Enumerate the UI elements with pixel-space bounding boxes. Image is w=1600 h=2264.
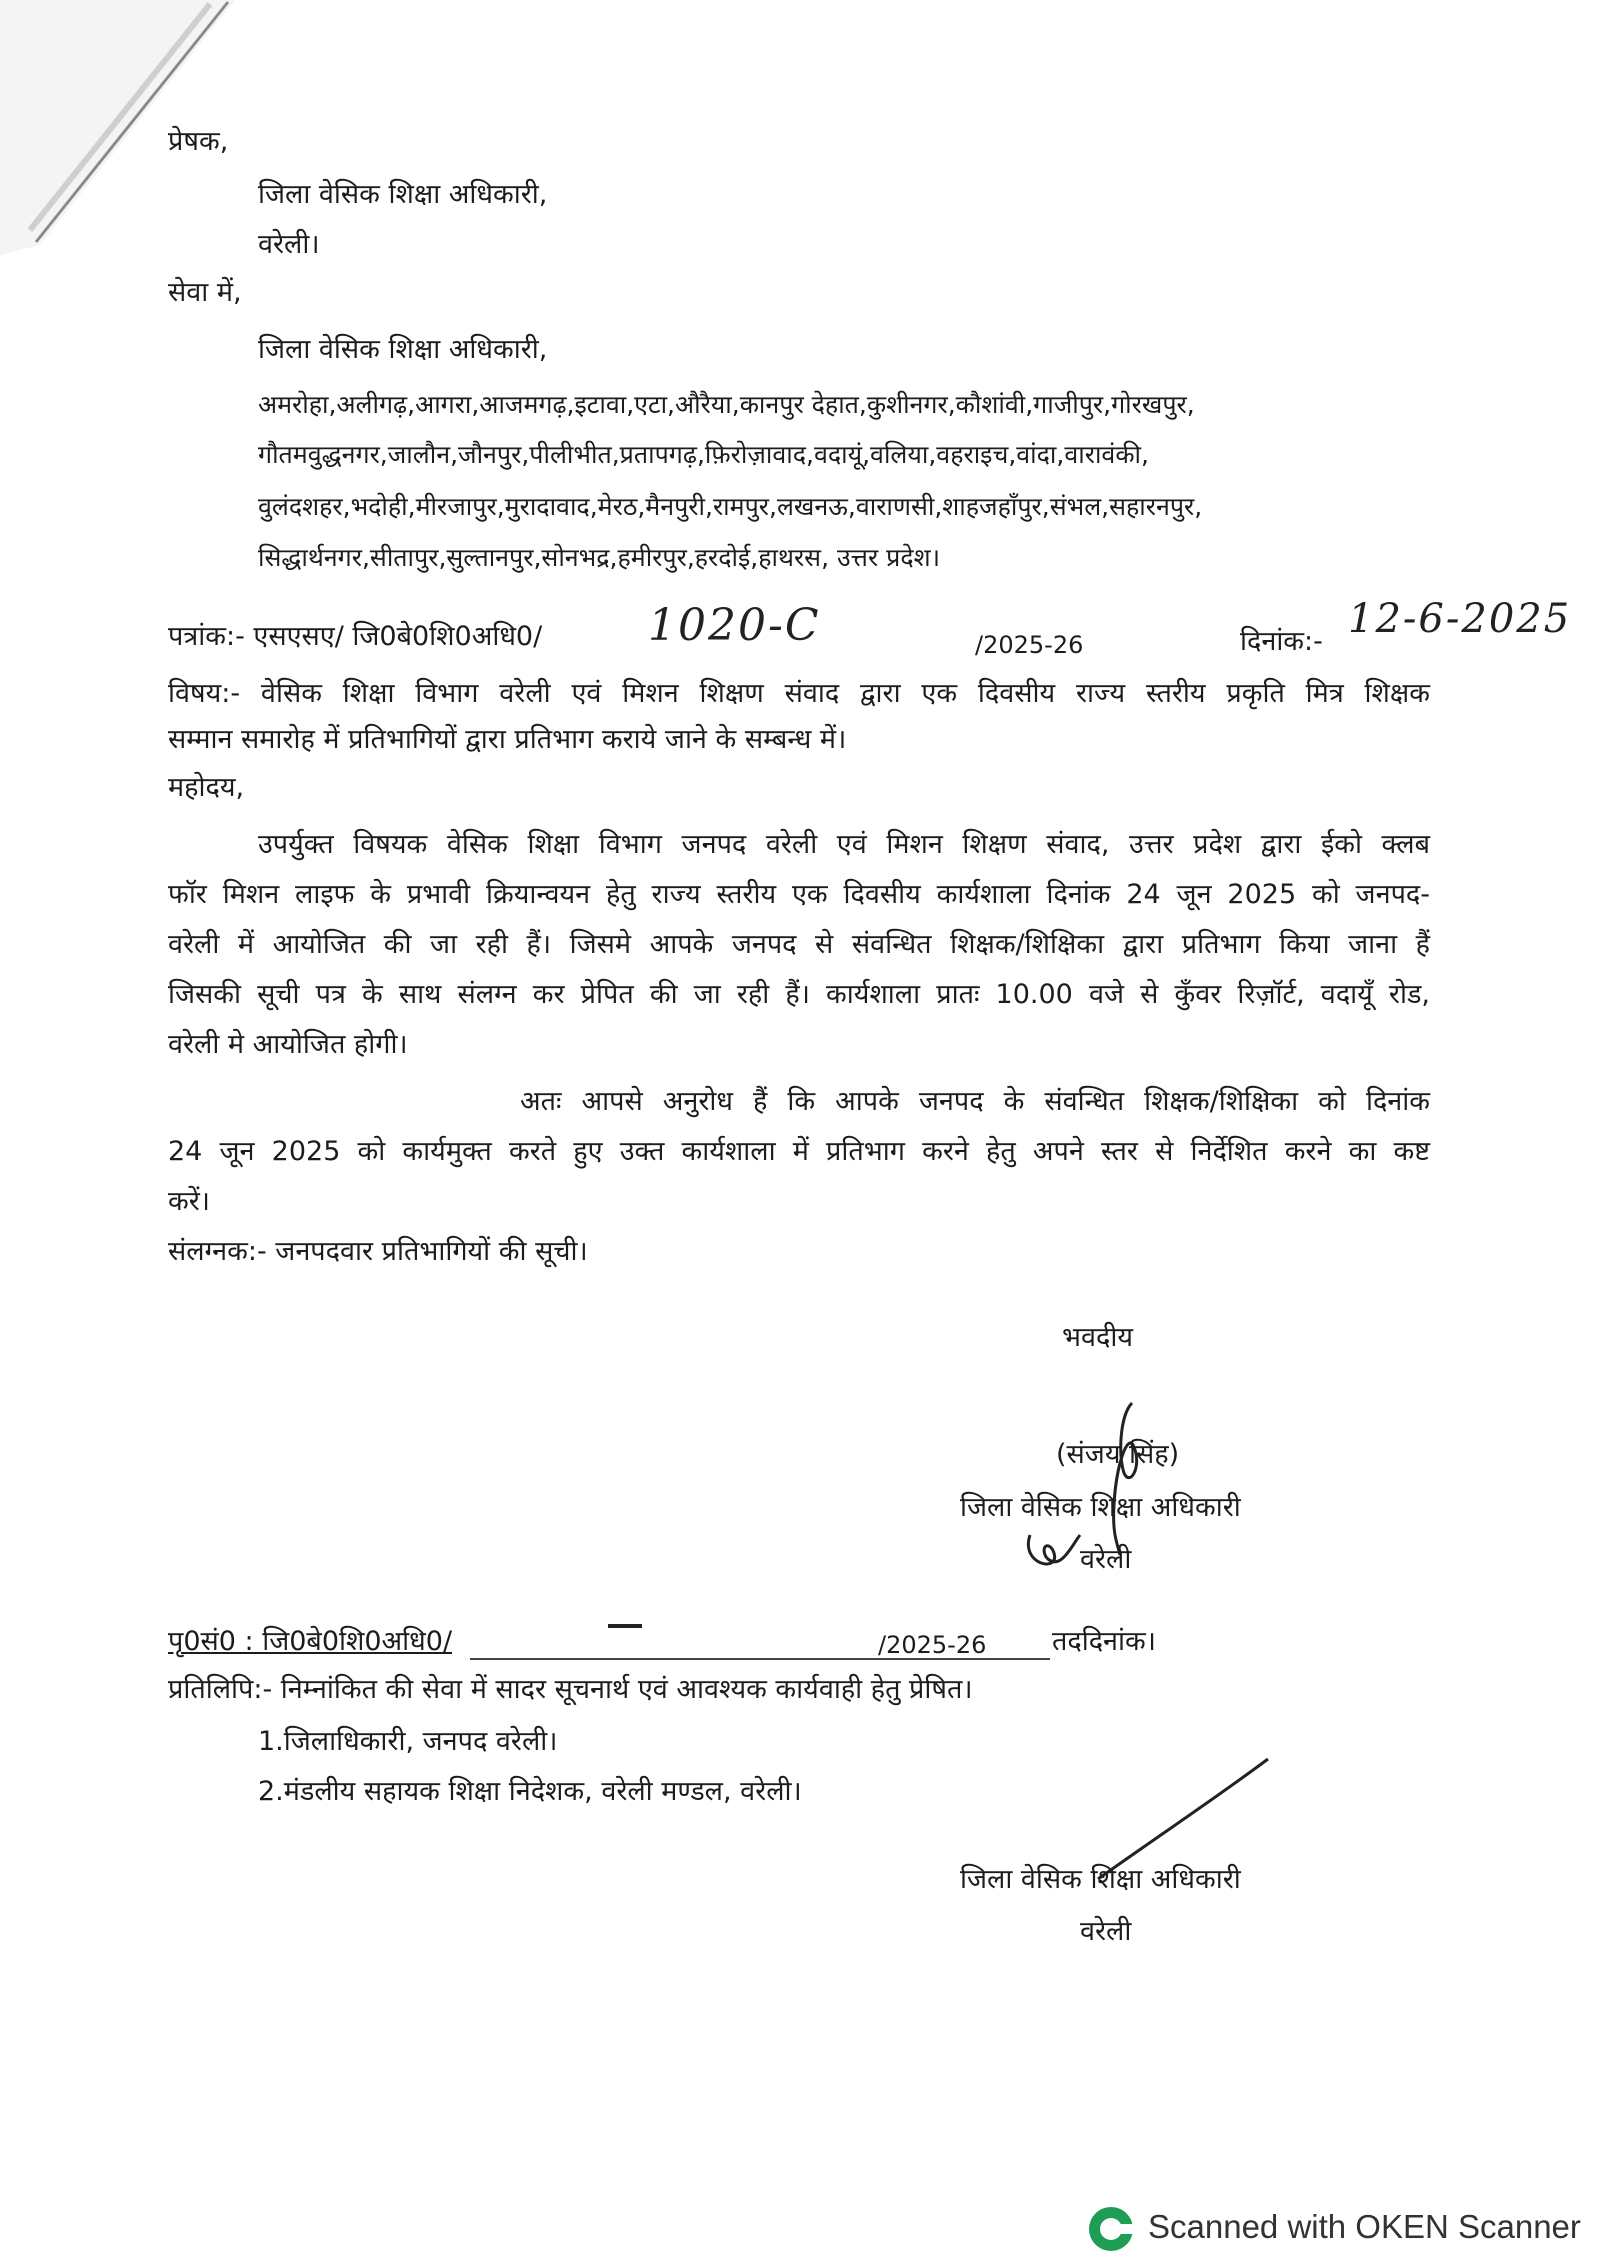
copy-to-item: 1.जिलाधिकारी, जनपद वरेली। xyxy=(258,1726,558,1757)
sender-office: जिला वेसिक शिक्षा अधिकारी, xyxy=(258,179,548,210)
body-line: वरेली मे आयोजित होगी। xyxy=(168,1029,408,1060)
endorsement-ref-session: /2025-26 xyxy=(878,1631,987,1659)
subject-line: विषय:- वेसिक शिक्षा विभाग वरेली एवं मिशन शिक्षण संवाद द्वारा एक दिवसीय राज्य स्तरीय प्रकृति मित्र शिक्षक xyxy=(168,678,1430,709)
body-line: अतः आपसे अनुरोध हैं कि आपके जनपद के संवन्धित शिक्षक/शिक्षिका को दिनांक xyxy=(520,1086,1430,1117)
letter-ref-prefix: पत्रांक:- एसएसए/ जि0बे0शि0अधि0/ xyxy=(168,621,543,652)
copy-to-line: प्रतिलिपि:- निम्नांकित की सेवा में सादर सूचनार्थ एवं आवश्यक कार्यवाही हेतु प्रेषित। xyxy=(168,1674,973,1705)
body-line: 24 जून 2025 को कार्यमुक्त करते हुए उक्त कार्यशाला में प्रतिभाग करने हेतु अपने स्तर से निर्देशित करने का कष्ट xyxy=(168,1136,1430,1167)
body-line: जिसकी सूची पत्र के साथ संलग्न कर प्रेपित की जा रही हैं। कार्यशाला प्रातः 10.00 वजे से कुँवर रिज़ॉर्ट, वदायूँ रोड, xyxy=(168,979,1430,1010)
ref-number-dash xyxy=(608,1624,642,1628)
scanner-watermark-text: Scanned with OKEN Scanner xyxy=(1148,2208,1581,2245)
district-line: सिद्धार्थनगर,सीतापुर,सुल्तानपुर,सोनभद्र,हमीरपुर,हरदोई,हाथरस, उत्तर प्रदेश। xyxy=(258,543,941,572)
body-line: फॉर मिशन लाइफ के प्रभावी क्रियान्वयन हेतु राज्य स्तरीय एक दिवसीय कार्यशाला दिनांक 24 जून 2025 को जनपद- xyxy=(168,879,1430,910)
body-line: उपर्युक्त विषयक वेसिक शिक्षा विभाग जनपद वरेली एवं मिशन शिक्षण संवाद, उत्तर प्रदेश द्वारा ईको क्लब xyxy=(258,829,1430,860)
signatory-city: वरेली xyxy=(1080,1544,1132,1575)
letter-date-label: दिनांक:- xyxy=(1240,626,1323,657)
district-line: वुलंदशहर,भदोही,मीरजापुर,मुरादावाद,मेरठ,मैनपुरी,रामपुर,लखनऊ,वाराणसी,शाहजहाँपुर,संभल,सहारनपुर, xyxy=(258,492,1203,521)
enclosure-line: संलग्नक:- जनपदवार प्रतिभागियों की सूची। xyxy=(168,1236,588,1267)
copy-to-item: 2.मंडलीय सहायक शिक्षा निदेशक, वरेली मण्डल, वरेली। xyxy=(258,1776,802,1807)
closing-text: भवदीय xyxy=(1062,1322,1133,1353)
oken-scanner-logo-icon xyxy=(1086,2204,1136,2254)
sender-city: वरेली। xyxy=(258,229,320,260)
endorsement-ref-prefix: पृ0सं0 : जि0बे0शि0अधि0/ xyxy=(168,1626,453,1657)
handwritten-letter-date: 12-6-2025 xyxy=(1348,596,1572,642)
handwritten-letter-number: 1020-C xyxy=(648,600,821,651)
recipient-label: सेवा में, xyxy=(168,277,242,308)
body-line: वरेली में आयोजित की जा रही हैं। जिसमे आपके जनपद से संवन्धित शिक्षक/शिक्षिका द्वारा प्रतिभाग किया जाना हैं xyxy=(168,929,1430,960)
district-line: गौतमवुद्धनगर,जालौन,जौनपुर,पीलीभीत,प्रतापगढ़,फ़िरोज़ावाद,वदायूं,वलिया,वहराइच,वांदा,वारावंकी, xyxy=(258,440,1149,469)
body-line: करें। xyxy=(168,1186,211,1217)
subject-line: सम्मान समारोह में प्रतिभागियों द्वारा प्रतिभाग कराये जाने के सम्बन्ध में। xyxy=(168,724,847,755)
signatory-name: (संजय सिंह) xyxy=(1056,1439,1180,1470)
salutation: महोदय, xyxy=(168,772,245,803)
signatory-designation: जिला वेसिक शिक्षा अधिकारी xyxy=(960,1492,1241,1523)
recipient-office: जिला वेसिक शिक्षा अधिकारी, xyxy=(258,334,548,365)
endorsement-city: वरेली xyxy=(1080,1916,1132,1947)
district-line: अमरोहा,अलीगढ़,आगरा,आजमगढ़,इटावा,एटा,औरैया,कानपुर देहात,कुशीनगर,कौशांवी,गाजीपुर,गोरखपुर, xyxy=(258,390,1195,419)
endorsement-ref-suffix: तददिनांक। xyxy=(1052,1626,1157,1657)
sender-label: प्रेषक, xyxy=(168,126,229,157)
endorsement-designation: जिला वेसिक शिक्षा अधिकारी xyxy=(960,1864,1241,1895)
letter-ref-session: /2025-26 xyxy=(975,631,1084,659)
